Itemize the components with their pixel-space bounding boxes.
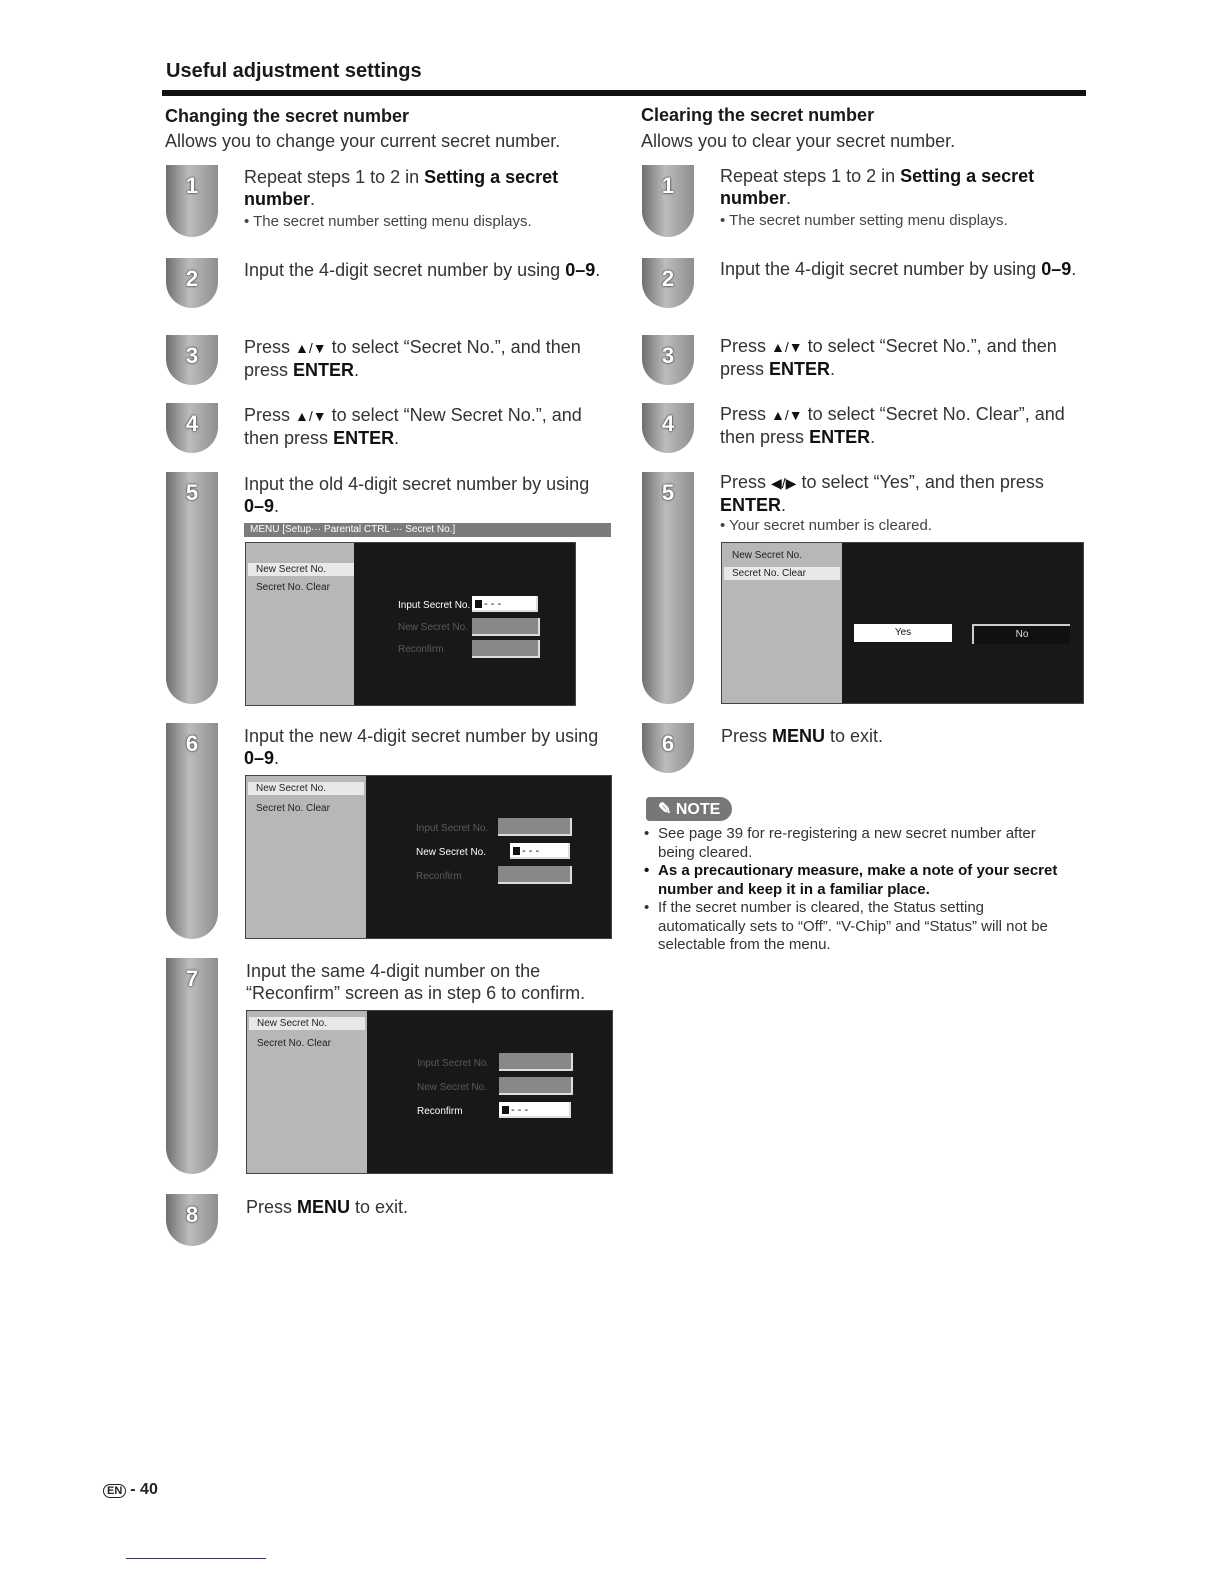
new-secret-field <box>499 1077 573 1095</box>
side-item-new-secret: New Secret No. <box>249 1017 365 1030</box>
new-secret-field <box>472 618 540 636</box>
step-badge-5: 5 <box>166 472 218 704</box>
side-item-new-secret: New Secret No. <box>732 550 803 561</box>
page-header-title: Useful adjustment settings <box>166 60 422 82</box>
up-down-arrow-icon: ▲/▼ <box>295 408 327 424</box>
side-item-new-secret: New Secret No. <box>248 563 354 576</box>
right-step-4-text: Press ▲/▼ to select “Secret No. Clear”, and then press ENTER. <box>720 404 1065 447</box>
row-input-secret-label: Input Secret No. <box>416 823 489 834</box>
reconfirm-field <box>498 866 572 884</box>
side-item-secret-clear: Secret No. Clear <box>256 803 330 814</box>
secret-number-screen-step5 <box>245 542 576 706</box>
screen-side-menu <box>246 776 366 938</box>
row-reconfirm-label: Reconfirm <box>398 644 444 655</box>
step-badge-3: 3 <box>166 335 218 385</box>
row-reconfirm-label: Reconfirm <box>417 1106 463 1117</box>
new-secret-field: - - - <box>510 843 570 859</box>
left-right-arrow-icon: ◀/▶ <box>771 475 797 491</box>
note-list <box>644 825 1074 955</box>
side-item-secret-clear: Secret No. Clear <box>256 582 330 593</box>
note-item: • If the secret number is cleared, the Status setting automatically sets to “Off”. “V-Chip” and “Status” will not be selectable from the menu. <box>644 899 1048 953</box>
reconfirm-field: - - - <box>499 1102 571 1118</box>
input-secret-field: - - - <box>472 596 538 612</box>
step-badge-7: 7 <box>166 958 218 1174</box>
secret-number-screen-step6 <box>245 775 612 939</box>
note-badge: ✎ NOTE <box>646 797 732 821</box>
header-rule <box>162 90 1086 96</box>
left-step-7-text: Input the same 4-digit number on the “Reconfirm” screen as in step 6 to confirm. <box>246 961 586 1003</box>
right-step-3-text: Press ▲/▼ to select “Secret No.”, and then press ENTER. <box>720 336 1057 379</box>
left-step-8-text: Press MENU to exit. <box>246 1197 409 1217</box>
note-item: • As a precautionary measure, make a note of your secret number and keep it in a familiar place. <box>644 862 1058 898</box>
step-badge-4: 4 <box>642 403 694 453</box>
row-new-secret-label: New Secret No. <box>416 847 487 858</box>
right-section-subtitle: Allows you to clear your secret number. <box>641 131 956 151</box>
step-badge-2: 2 <box>642 258 694 308</box>
step-badge-2: 2 <box>166 258 218 308</box>
row-input-secret-label: Input Secret No. <box>417 1058 490 1069</box>
right-step-6-text: Press MENU to exit. <box>721 726 884 746</box>
row-input-secret-label: Input Secret No. <box>398 600 471 611</box>
step-badge-1: 1 <box>642 165 694 237</box>
step-badge-3: 3 <box>642 335 694 385</box>
left-step-6-text: Input the new 4-digit secret number by using 0–9. <box>244 726 599 768</box>
note-item: • See page 39 for re-registering a new secret number after being cleared. <box>644 825 1036 861</box>
up-down-arrow-icon: ▲/▼ <box>771 407 803 423</box>
no-option: No <box>972 624 1070 644</box>
step-badge-1: 1 <box>166 165 218 237</box>
side-item-new-secret: New Secret No. <box>248 782 364 795</box>
right-step-2-text: Input the 4-digit secret number by using 0–9. <box>720 259 1077 279</box>
row-new-secret-label: New Secret No. <box>417 1082 488 1093</box>
right-step-1-text: Repeat steps 1 to 2 in Setting a secret number. <box>720 166 1035 208</box>
side-item-secret-clear: Secret No. Clear <box>257 1038 331 1049</box>
secret-number-screen-step7 <box>246 1010 613 1174</box>
right-step-1-bullet: • The secret number setting menu displays. <box>720 212 1008 229</box>
side-item-secret-clear: Secret No. Clear <box>724 567 840 580</box>
input-secret-field <box>498 818 572 836</box>
language-badge: EN <box>103 1484 126 1498</box>
input-secret-field <box>499 1053 573 1071</box>
left-section-title: Changing the secret number <box>165 106 410 126</box>
step-badge-4: 4 <box>166 403 218 453</box>
right-section-title: Clearing the secret number <box>641 105 875 125</box>
left-step-4-text: Press ▲/▼ to select “New Secret No.”, and then press ENTER. <box>244 405 582 448</box>
screen-side-menu <box>247 1011 367 1173</box>
left-step-2-text: Input the 4-digit secret number by using 0–9. <box>244 260 601 280</box>
row-reconfirm-label: Reconfirm <box>416 871 462 882</box>
pencil-icon: ✎ <box>658 801 672 818</box>
step-badge-5: 5 <box>642 472 694 704</box>
yes-option: Yes <box>854 624 952 642</box>
step-badge-6: 6 <box>642 723 694 773</box>
step-badge-8: 8 <box>166 1194 218 1246</box>
page-footer <box>103 1481 158 1499</box>
secret-clear-screen-step5 <box>721 542 1084 704</box>
up-down-arrow-icon: ▲/▼ <box>295 340 327 356</box>
right-step-5-bullet: • Your secret number is cleared. <box>720 517 933 534</box>
page-number: - 40 <box>130 1481 158 1498</box>
left-step-1-text: Repeat steps 1 to 2 in Setting a secret number. <box>244 167 559 209</box>
up-down-arrow-icon: ▲/▼ <box>771 339 803 355</box>
left-step-3-text: Press ▲/▼ to select “Secret No.”, and then press ENTER. <box>244 337 581 380</box>
bottom-divider <box>126 1558 266 1559</box>
left-step-5-text: Input the old 4-digit secret number by using 0–9. <box>244 474 590 516</box>
left-section-subtitle: Allows you to change your current secret number. <box>165 131 561 151</box>
right-step-5-text: Press ◀/▶ to select “Yes”, and then press ENTER. <box>720 472 1044 515</box>
step-badge-6: 6 <box>166 723 218 939</box>
left-step-1-bullet: • The secret number setting menu displays. <box>244 213 532 230</box>
reconfirm-field <box>472 640 540 658</box>
menu-breadcrumb-bar: MENU [Setup··· Parental CTRL ··· Secret No.] <box>244 523 611 537</box>
row-new-secret-label: New Secret No. <box>398 622 469 633</box>
